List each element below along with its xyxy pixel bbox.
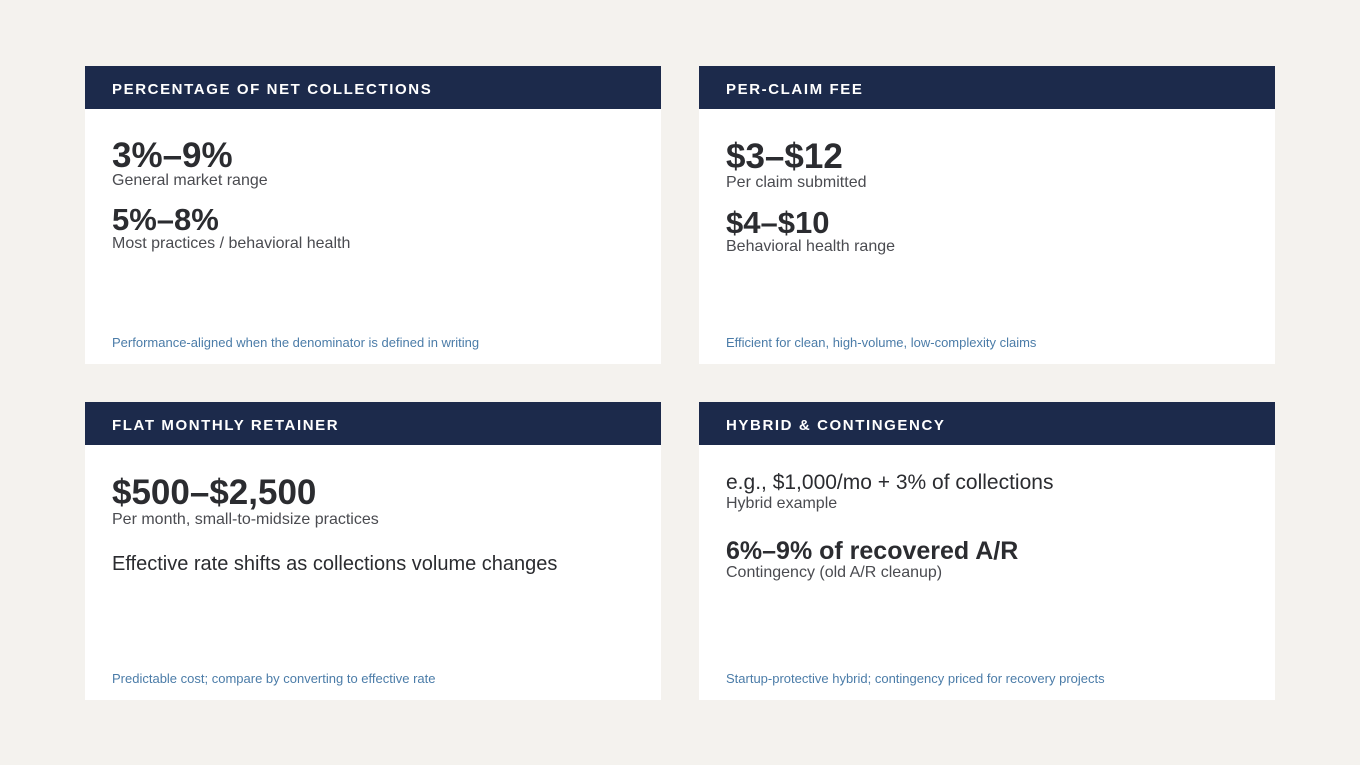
card-title: HYBRID & CONTINGENCY	[699, 402, 1275, 445]
metric-label: Contingency (old A/R cleanup)	[726, 564, 943, 581]
metric	[112, 136, 634, 189]
card-title: PERCENTAGE OF NET COLLECTIONS	[85, 66, 661, 109]
metric	[112, 202, 634, 252]
metric-label: Most practices / behavioral health	[112, 235, 351, 252]
metric	[726, 137, 1248, 191]
card-body	[112, 109, 634, 364]
card-title: PER-CLAIM FEE	[699, 66, 1275, 109]
card-flat-monthly-retainer	[85, 402, 661, 700]
metric-value: 6%–9% of recovered A/R	[726, 537, 1019, 565]
metric-value: 3%–9%	[112, 136, 233, 175]
metric	[726, 471, 1248, 512]
card-hybrid-and-contingency	[699, 402, 1275, 700]
card-footnote: Performance-aligned when the denominator is defined in writing	[112, 335, 480, 350]
metric-value: $500–$2,500	[112, 473, 317, 512]
metric	[112, 475, 634, 528]
card-title: FLAT MONTHLY RETAINER	[85, 402, 661, 445]
card-footnote: Efficient for clean, high-volume, low-complexity claims	[726, 335, 1037, 350]
card-body	[726, 445, 1248, 700]
card-per-claim-fee	[699, 66, 1275, 364]
metric-label: Per month, small-to-midsize practices	[112, 511, 379, 528]
metric-value: $4–$10	[726, 205, 830, 240]
card-percentage-of-net-collections	[85, 66, 661, 364]
metric-value: $3–$12	[726, 137, 843, 176]
card-body	[726, 109, 1248, 364]
card-footnote: Predictable cost; compare by converting to effective rate	[112, 671, 436, 686]
metric	[726, 538, 1248, 581]
metric-label: Behavioral health range	[726, 238, 896, 255]
card-statement: Effective rate shifts as collections volume changes	[112, 553, 558, 575]
metric	[726, 205, 1248, 255]
card-footnote: Startup-protective hybrid; contingency priced for recovery projects	[726, 671, 1105, 686]
metric-label: Hybrid example	[726, 495, 838, 512]
card-body	[112, 445, 634, 700]
metric-label: General market range	[112, 172, 268, 189]
metric-value: 5%–8%	[112, 202, 219, 237]
metric-label: Per claim submitted	[726, 174, 867, 191]
metric-value: e.g., $1,000/mo + 3% of collections	[726, 471, 1054, 494]
